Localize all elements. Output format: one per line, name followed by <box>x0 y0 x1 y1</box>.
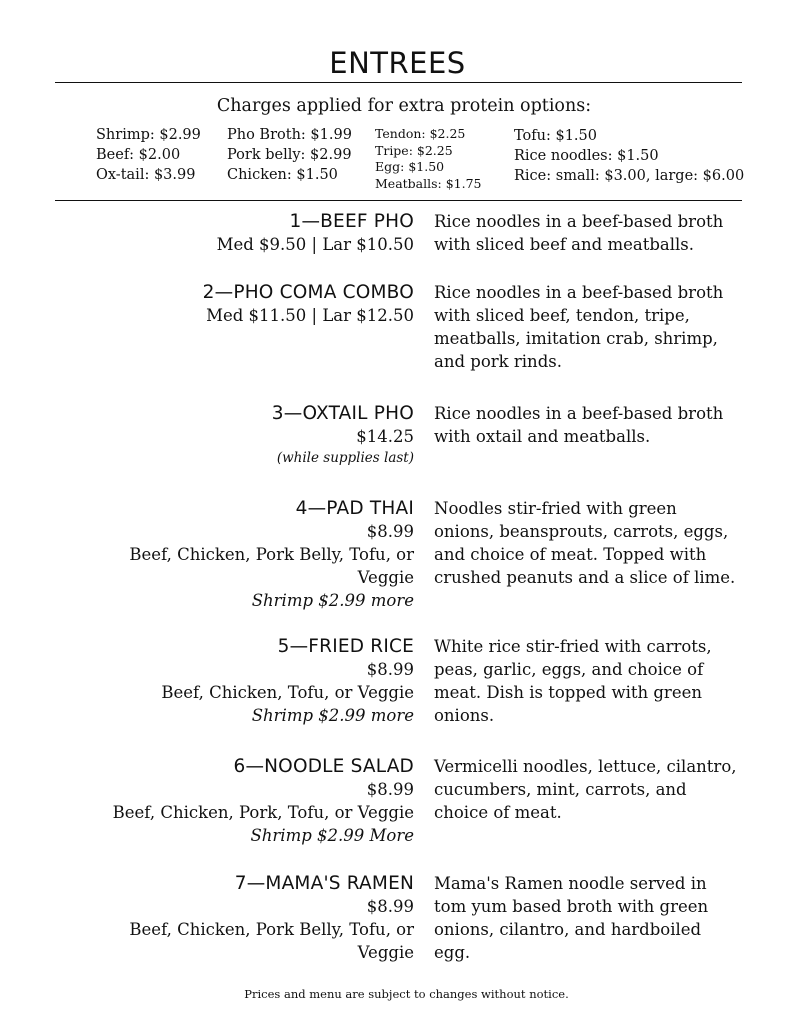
item-description <box>434 872 764 964</box>
item-name: 3—OXTAIL PHO <box>271 403 414 424</box>
item-info <box>272 402 414 468</box>
description-line: Rice noodles in a beef-based broth <box>434 404 724 423</box>
description-line: onions. <box>434 706 495 725</box>
charge-item: Tripe: $2.25 <box>375 142 453 158</box>
description-line: and pork rinds. <box>434 352 562 371</box>
charges-column-2 <box>227 125 352 185</box>
item-choices: Beef, Chicken, Pork, Tofu, or Veggie <box>112 803 414 822</box>
description-line: and choice of meat. Topped with <box>434 545 707 564</box>
item-name: 1—BEEF PHO <box>289 211 414 232</box>
description-line: with oxtail and meatballs. <box>434 427 651 446</box>
charge-item: Egg: $1.50 <box>375 159 445 174</box>
item-choices: Beef, Chicken, Pork Belly, Tofu, or <box>129 920 414 939</box>
item-description <box>434 497 764 589</box>
item-info <box>203 281 414 327</box>
item-info <box>113 755 414 847</box>
charge-item: Tofu: $1.50 <box>514 128 597 144</box>
charge-item: Tendon: $2.25 <box>375 126 466 141</box>
item-info <box>217 210 414 256</box>
description-line: onions, cilantro, and hardboiled <box>434 920 702 939</box>
item-price: $8.99 <box>366 780 414 799</box>
charge-item: Rice noodles: $1.50 <box>514 148 659 164</box>
charge-item: Pork belly: $2.99 <box>227 147 352 163</box>
description-line: cucumbers, mint, carrots, and <box>434 780 687 799</box>
item-name: 7—MAMA'S RAMEN <box>234 873 414 894</box>
item-description <box>434 755 764 824</box>
description-line: tom yum based broth with green <box>434 897 709 916</box>
page-title: ENTREES <box>329 46 466 80</box>
item-price: $8.99 <box>366 522 414 541</box>
description-line: White rice stir-fried with carrots, <box>434 637 712 656</box>
description-line: Rice noodles in a beef-based broth <box>434 283 724 302</box>
item-name: 6—NOODLE SALAD <box>233 756 414 777</box>
description-line: Vermicelli noodles, lettuce, cilantro, <box>434 757 737 776</box>
description-line: Mama's Ramen noodle served in <box>434 874 707 893</box>
charges-column-4 <box>514 126 744 186</box>
charge-item: Pho Broth: $1.99 <box>227 127 352 143</box>
description-line: Noodles stir-fried with green <box>434 499 677 518</box>
description-line: with sliced beef, tendon, tripe, <box>434 306 690 325</box>
description-line: onions, beansprouts, carrots, eggs, <box>434 522 729 541</box>
charge-item: Rice: small: $3.00, large: $6.00 <box>514 168 745 184</box>
charge-item: Shrimp: $2.99 <box>96 127 201 143</box>
description-line: choice of meat. <box>434 803 562 822</box>
description-line: crushed peanuts and a slice of lime. <box>434 568 736 587</box>
item-name: 4—PAD THAI <box>295 498 414 519</box>
charge-item: Chicken: $1.50 <box>227 167 338 183</box>
item-info <box>129 872 414 964</box>
item-choices: Veggie <box>357 568 414 587</box>
item-price: $14.25 <box>356 427 414 446</box>
item-info <box>129 497 414 612</box>
charge-item: Meatballs: $1.75 <box>375 175 482 191</box>
item-note: (while supplies last) <box>276 450 414 466</box>
charges-column-3 <box>375 126 482 192</box>
description-line: Rice noodles in a beef-based broth <box>434 212 724 231</box>
item-price: $8.99 <box>366 897 414 916</box>
charges-heading: Charges applied for extra protein options: <box>216 96 592 116</box>
description-line: meat. Dish is topped with green <box>434 683 702 702</box>
charge-item: Beef: $2.00 <box>96 147 181 163</box>
item-choices: Beef, Chicken, Pork Belly, Tofu, or <box>129 545 414 564</box>
item-name: 2—PHO COMA COMBO <box>202 282 414 303</box>
description-line: egg. <box>434 943 471 962</box>
charge-item: Ox-tail: $3.99 <box>96 167 196 183</box>
description-line: peas, garlic, eggs, and choice of <box>434 660 704 679</box>
item-extra: Shrimp $2.99 more <box>251 706 414 725</box>
item-info <box>161 635 414 727</box>
item-choices: Beef, Chicken, Tofu, or Veggie <box>161 683 414 702</box>
item-extra: Shrimp $2.99 More <box>250 826 414 845</box>
item-description <box>434 210 764 256</box>
description-line: with sliced beef and meatballs. <box>434 235 694 254</box>
item-price: Med $9.50 | Lar $10.50 <box>216 235 414 254</box>
item-choices: Veggie <box>357 943 414 962</box>
charges-divider <box>55 200 742 201</box>
item-extra: Shrimp $2.99 more <box>251 591 414 610</box>
item-price: $8.99 <box>366 660 414 679</box>
item-description <box>434 402 764 448</box>
item-description <box>434 281 764 373</box>
charges-column-1 <box>96 125 201 185</box>
item-price: Med $11.50 | Lar $12.50 <box>206 306 414 325</box>
description-line: meatballs, imitation crab, shrimp, <box>434 329 718 348</box>
item-description <box>434 635 764 727</box>
title-divider <box>55 82 742 83</box>
item-name: 5—FRIED RICE <box>277 636 414 657</box>
footer-note: Prices and menu are subject to changes without notice. <box>244 987 569 1001</box>
